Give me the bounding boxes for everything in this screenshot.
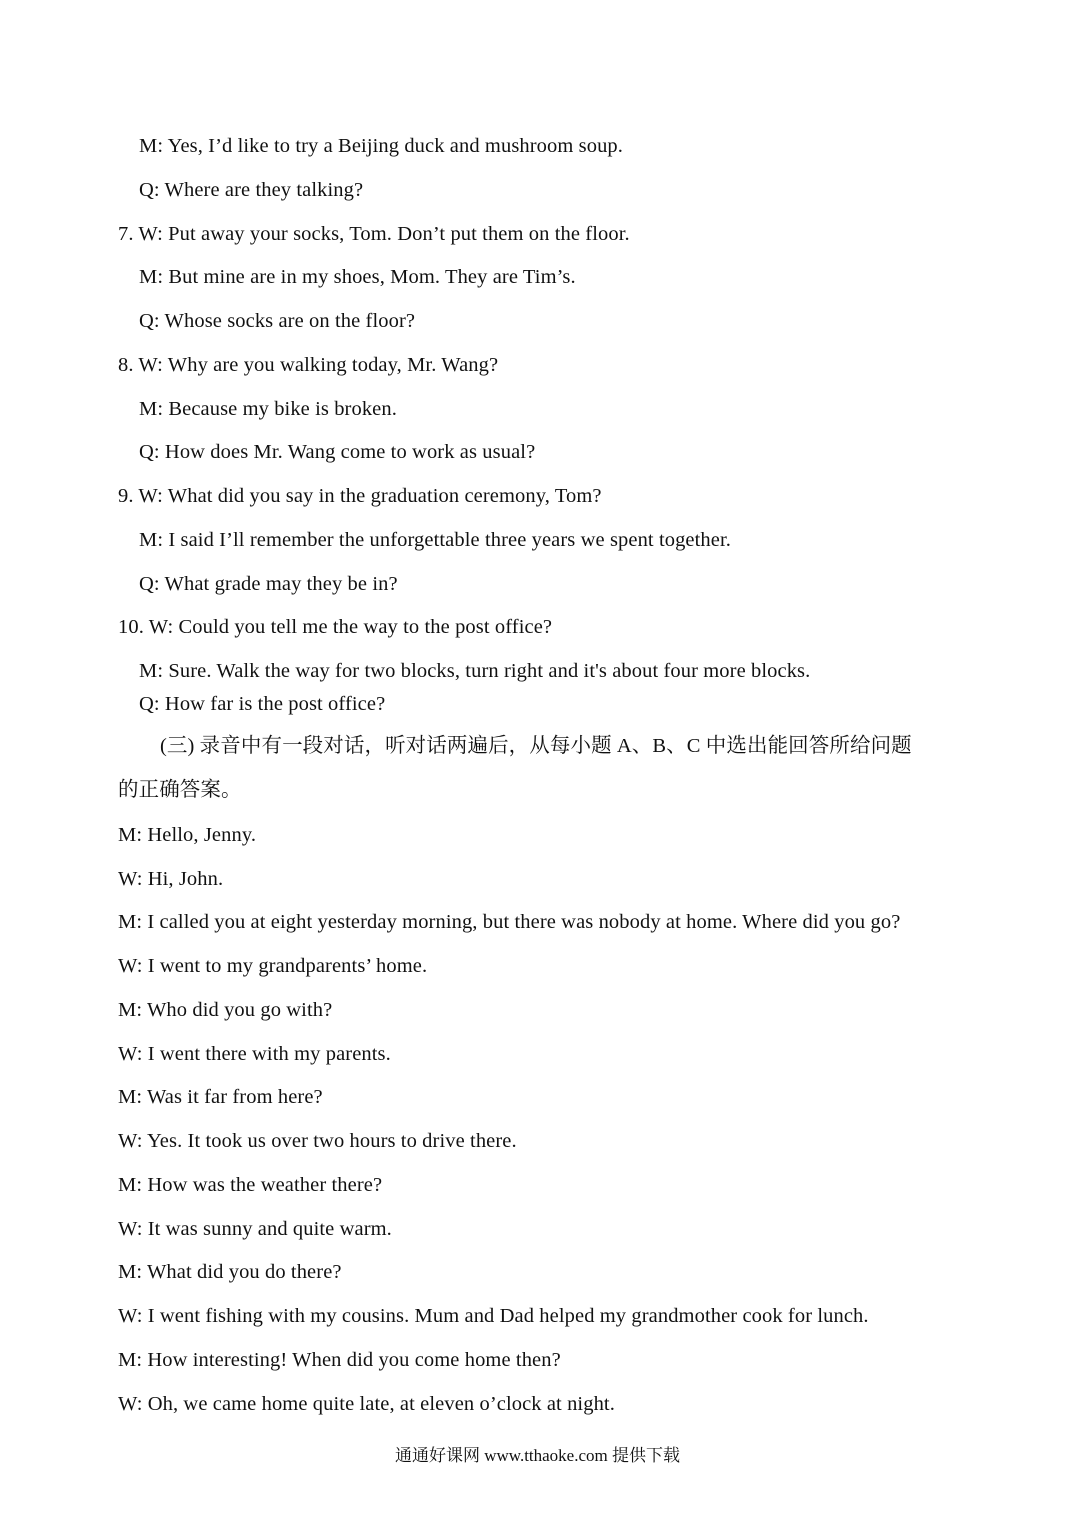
dialogue-line: 7. W: Put away your socks, Tom. Don’t put them on the floor. [118,223,630,245]
dialogue-line: Q: How far is the post office? [139,693,386,715]
dialogue-line: M: Hello, Jenny. [118,824,257,846]
dialogue-line: 9. W: What did you say in the graduation ceremony, Tom? [118,485,602,507]
dialogue-line: Q: What grade may they be in? [139,573,398,595]
section-instruction: (三) 录音中有一段对话，听对话两遍后，从每小题 A、B、C 中选出能回答所给问题 [160,735,912,757]
dialogue-line: M: What did you do there? [118,1261,342,1283]
dialogue-line: M: But mine are in my shoes, Mom. They are Tim’s. [139,266,576,288]
dialogue-line: M: How was the weather there? [118,1174,383,1196]
section-instruction-continued: 的正确答案。 [118,779,242,801]
page-footer: 通通好课网 www.tthaoke.com 提供下载 [394,1446,681,1465]
dialogue-line: 10. W: Could you tell me the way to the post office? [118,616,553,638]
dialogue-line: M: Who did you go with? [118,999,333,1021]
dialogue-line: M: Because my bike is broken. [139,398,397,420]
dialogue-line: M: How interesting! When did you come home then? [118,1349,561,1371]
dialogue-line: W: Hi, John. [118,868,224,890]
dialogue-line: Q: How does Mr. Wang come to work as usual? [139,441,536,463]
dialogue-line: W: Yes. It took us over two hours to drive there. [118,1130,517,1152]
dialogue-line: M: Yes, I’d like to try a Beijing duck and mushroom soup. [139,135,624,157]
dialogue-line: W: I went there with my parents. [118,1043,391,1065]
dialogue-line: M: I called you at eight yesterday morning, but there was nobody at home. Where did you go? [118,911,901,933]
dialogue-line: M: Was it far from here? [118,1086,323,1108]
dialogue-line: M: Sure. Walk the way for two blocks, turn right and it's about four more blocks. [139,660,811,682]
dialogue-line: Q: Where are they talking? [139,179,364,201]
dialogue-line: 8. W: Why are you walking today, Mr. Wang? [118,354,499,376]
dialogue-line: W: Oh, we came home quite late, at eleven o’clock at night. [118,1393,615,1415]
dialogue-line: W: It was sunny and quite warm. [118,1218,392,1240]
dialogue-line: W: I went fishing with my cousins. Mum and Dad helped my grandmother cook for lunch. [118,1305,869,1327]
dialogue-line: W: I went to my grandparents’ home. [118,955,428,977]
dialogue-line: Q: Whose socks are on the floor? [139,310,416,332]
dialogue-line: M: I said I’ll remember the unforgettable three years we spent together. [139,529,731,551]
